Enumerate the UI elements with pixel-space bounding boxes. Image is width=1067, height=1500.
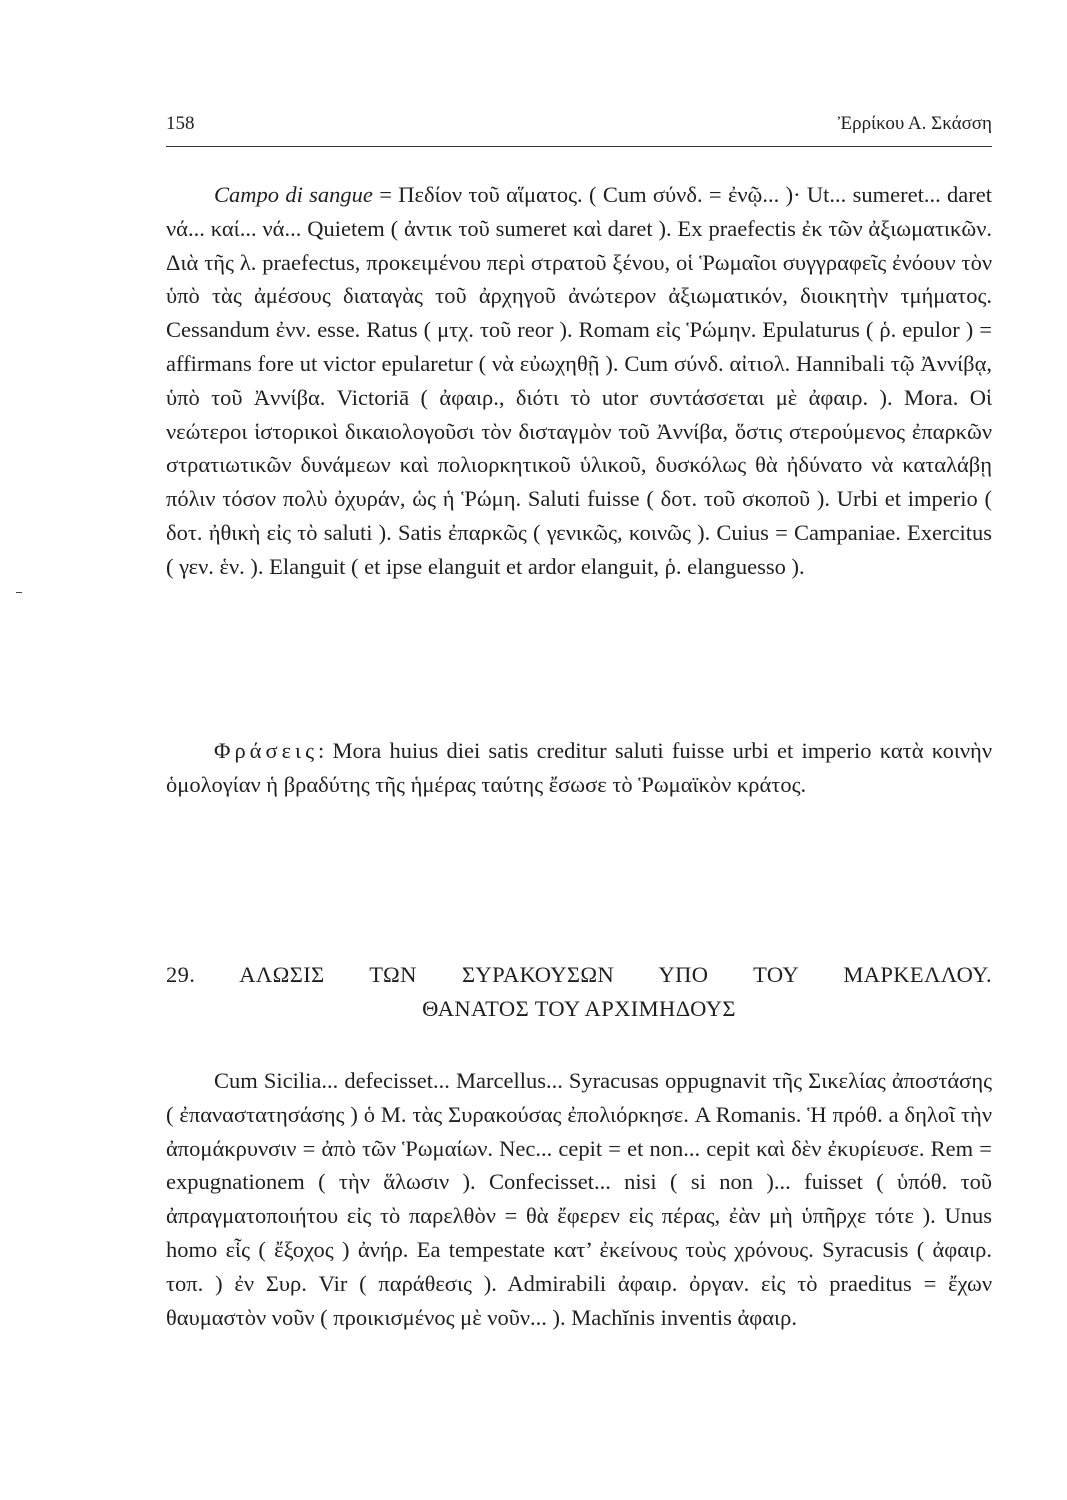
phrases-label: Φράσεις bbox=[214, 738, 319, 763]
commentary-block-2 bbox=[166, 1064, 992, 1334]
phrases-text: : Mora huius diei satis creditur saluti fuisse urbi et imperio κατὰ κοινὴν ὁμολογίαν ἡ βραδύτης τῆς ἡμέρας ταύτης ἔσωσε τὸ Ῥωμαϊκὸν κράτος. bbox=[166, 738, 992, 797]
page-number: 158 bbox=[166, 113, 195, 134]
running-head bbox=[166, 113, 992, 143]
commentary-paragraph-1 bbox=[166, 178, 992, 584]
italic-lead: Campo di sangue bbox=[214, 182, 373, 207]
commentary-block-1 bbox=[166, 178, 992, 584]
paragraph-text: = Πεδίον τοῦ αἵματος. ( Cum σύνδ. = ἐνῷ... )· Ut... sumeret... daret νά... καί... νά... Quietem ( ἀντικ τοῦ sumeret καὶ daret ). Ex praefectis ἐκ τῶν ἀξιωματικῶν. Διὰ τῆς λ. praefectus, προκειμένου περὶ στρατοῦ ξένου, οἱ Ῥωμαῖοι συγγραφεῖς ἐνόουν τὸν ὑπὸ τὰς ἀμέσους διαταγὰς τοῦ ἀρχηγοῦ ἀνώτερον ἀξιωματικόν, διοικητὴν τμήματος. Cessandum ἐνν. esse. Ratus ( μτχ. τοῦ reor ). Romam εἰς Ῥώμην. Epulaturus ( ῥ. epulor ) = affirmans fore ut victor epularetur ( νὰ εὐωχηθῇ ). Cum σύνδ. αἰτιολ. Hannibali τῷ Ἀννίβᾳ, ὑπὸ τοῦ Ἀννίβα. Victoriā ( ἀφαιρ., διότι τὸ utor συντάσσεται μὲ ἀφαιρ. ). Mora. Οἱ νεώτεροι ἱστορικοὶ δικαιολογοῦσι τὸν δισταγμὸν τοῦ Ἀννίβα, ὅστις στερούμενος ἐπαρκῶν στρατιωτικῶν δυνάμεων καὶ πολιορκητικοῦ ὑλικοῦ, δυσκόλως θὰ ἠδύνατο νὰ καταλάβῃ πόλιν τόσον πολὺ ὀχυράν, ὡς ἡ Ῥώμη. Saluti fuisse ( δοτ. τοῦ σκοποῦ ). Urbi et imperio ( δοτ. ἠθικὴ εἰς τὸ saluti ). Satis ἐπαρκῶς ( γενικῶς, κοινῶς ). Cuius = Campaniae. Exercitus ( γεν. ἑν. ). Elanguit ( et ipse elanguit et ardor elanguit, ῥ. elanguesso ). bbox=[166, 182, 993, 579]
chapter-title-line-2: ΘΑΝΑΤΟΣ ΤΟΥ ΑΡΧΙΜΗΔΟΥΣ bbox=[422, 995, 736, 1021]
phrases-paragraph bbox=[166, 734, 992, 802]
running-title: Ἐρρίκου Α. Σκάσση bbox=[837, 113, 992, 134]
header-rule bbox=[166, 146, 992, 147]
margin-mark bbox=[16, 592, 22, 593]
phrases-block bbox=[166, 734, 992, 802]
chapter-title-line-1: 29. ΑΛΩΣΙΣ ΤΩΝ ΣΥΡΑΚΟΥΣΩΝ ΥΠΟ ΤΟΥ ΜΑΡΚΕΛΛΟΥ. bbox=[166, 962, 992, 987]
chapter-heading bbox=[166, 958, 992, 1026]
commentary-paragraph-2: Cum Sicilia... defecisset... Marcellus... Syracusas oppugnavit τῆς Σικελίας ἀποστάσης ( ἐπαναστατησάσης ) ὁ Μ. τὰς Συρακούσας ἐπολιόρκησε. A Romanis. Ἡ πρόθ. a δηλοῖ τὴν ἀπομάκρυνσιν = ἀπὸ τῶν Ῥωμαίων. Nec... cepit = et non... cepit καὶ δὲν ἐκυρίευσε. Rem = expugnationem ( τὴν ἅλωσιν ). Confecisset... nisi ( si non )... fuisset ( ὑπόθ. τοῦ ἀπραγματοποιήτου εἰς τὸ παρελθὸν = θὰ ἔφερεν εἰς πέρας, ἐὰν μὴ ὑπῆρχε τότε ). Unus homo εἷς ( ἔξοχος ) ἀνήρ. Ea tempestate κατ’ ἐκείνους τοὺς χρόνους. Syracusis ( ἀφαιρ. τοπ. ) ἐν Συρ. Vir ( παράθεσις ). Admirabili ἀφαιρ. ὀργαν. εἰς τὸ praeditus = ἔχων θαυμαστὸν νοῦν ( προικισμένος μὲ νοῦν... ). Machĭnis inventis ἀφαιρ. bbox=[166, 1068, 992, 1330]
